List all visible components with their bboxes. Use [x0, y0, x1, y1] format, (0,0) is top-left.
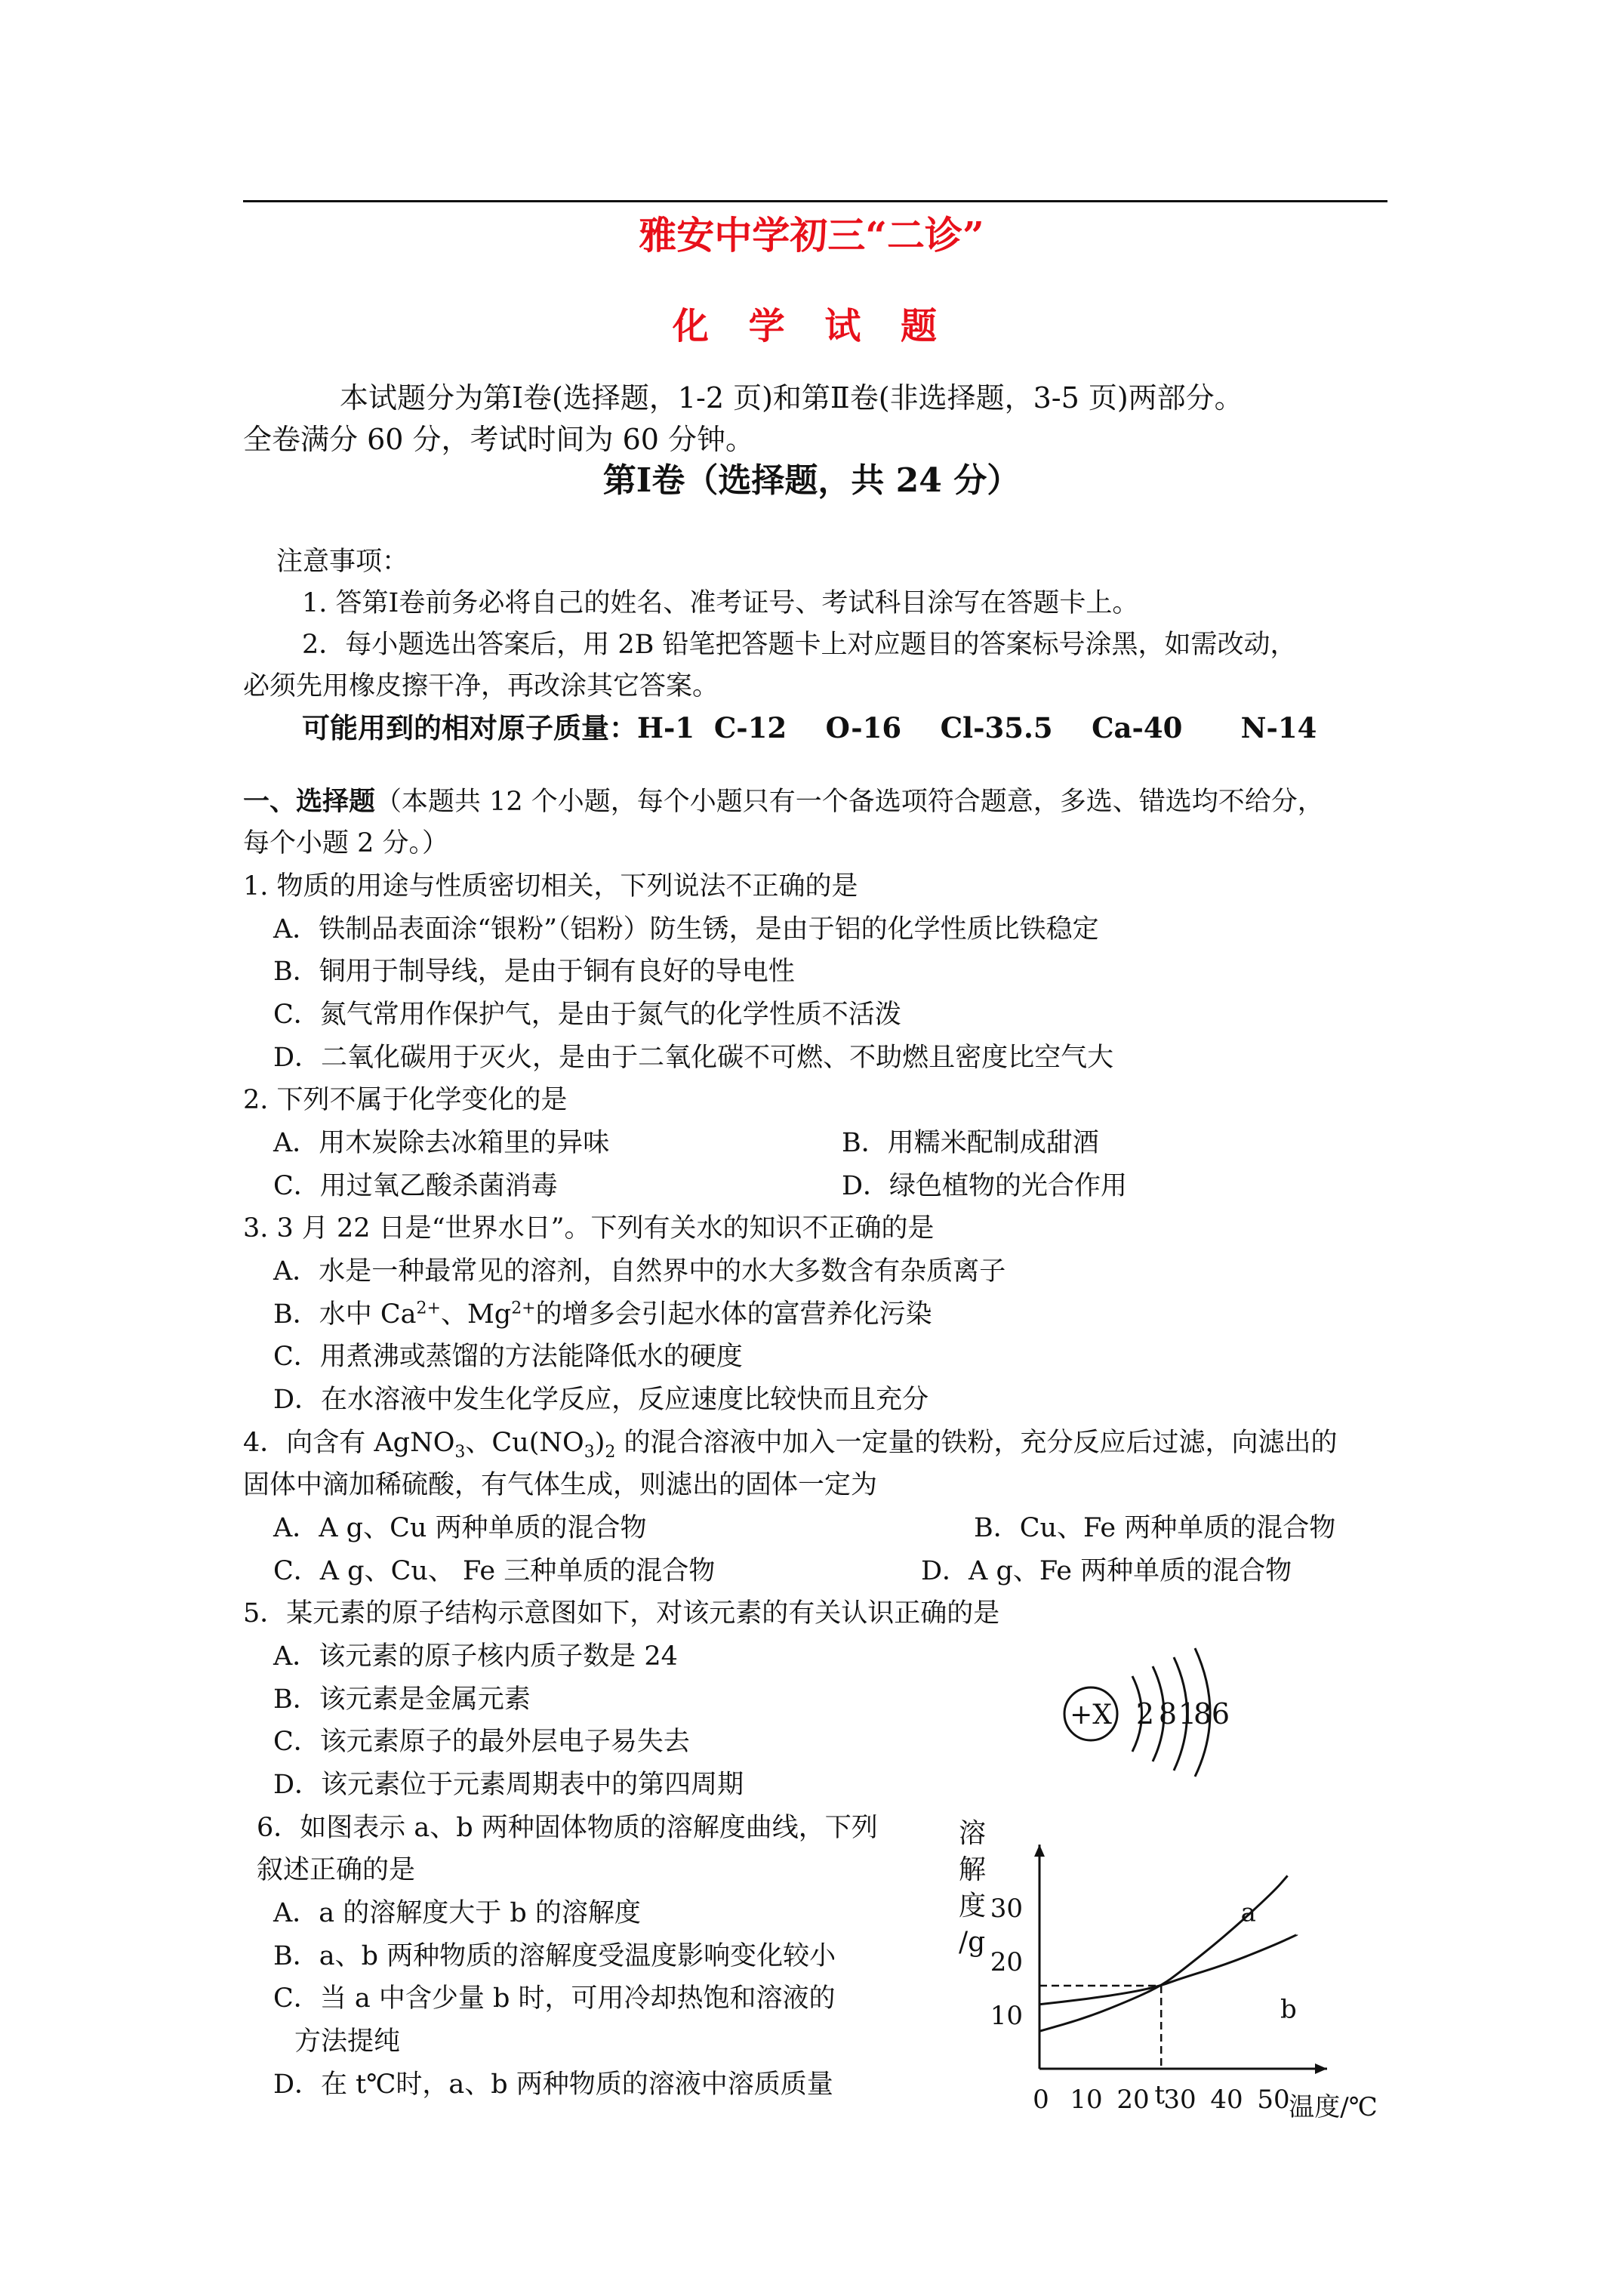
q3-b-pre: B．水中 Ca — [273, 1299, 417, 1330]
q3-option-c: C．用煮沸或蒸馏的方法能降低水的硬度 — [273, 1342, 743, 1372]
x-tick-label: 0 — [1033, 2085, 1049, 2115]
atomic-mass-line — [302, 710, 1317, 746]
q3-b-sup-1: 2+ — [416, 1299, 441, 1318]
series-label-a: a — [1240, 1897, 1256, 1928]
q4-stem-line-1 — [243, 1425, 1338, 1461]
q6-option-a: A．a 的溶解度大于 b 的溶解度 — [273, 1898, 641, 1928]
chart-guides — [1039, 1986, 1161, 2069]
q4-stem-sub-3: 2 — [605, 1443, 616, 1462]
q4-option-c: C．A g、Cu、 Fe 三种单质的混合物 — [273, 1556, 716, 1586]
q4-stem-sub-1: 3 — [454, 1443, 466, 1462]
part1-heading — [243, 784, 1324, 820]
q6-stem-line-2: 叙述正确的是 — [257, 1855, 416, 1885]
q5-option-a: A．该元素的原子核内质子数是 24 — [273, 1641, 678, 1672]
series-line-b — [1039, 1935, 1297, 2005]
q2-option-b: B．用糯米配制成甜酒 — [842, 1128, 1099, 1158]
y-label-char: 度 — [959, 1891, 987, 1922]
section1-title: 第Ⅰ卷（选择题，共 24 分） — [602, 461, 1021, 500]
q1-option-c: C．氮气常用作保护气，是由于氮气的化学性质不活泼 — [273, 1000, 901, 1030]
y-axis-arrow — [1034, 1845, 1045, 1857]
x-axis-label: 温度/℃ — [1289, 2092, 1378, 2122]
subject-title: 化 学 试 题 — [672, 305, 951, 347]
nucleus-label: +X — [1070, 1700, 1112, 1730]
shell-count-3: 18 — [1178, 1697, 1209, 1730]
x-axis-arrow — [1315, 2063, 1327, 2074]
intro-line-2: 全卷满分 60 分，考试时间为 60 分钟。 — [243, 423, 755, 456]
y-label-char: 溶 — [959, 1818, 987, 1849]
shell-count-1: 2 — [1135, 1697, 1155, 1730]
q3-b-mid: 、Mg — [440, 1299, 512, 1330]
y-tick-label: 30 — [990, 1894, 1023, 1924]
shell-count-4: 6 — [1211, 1697, 1230, 1730]
q3-option-d: D．在水溶液中发生化学反应，反应速度比较快而且充分 — [273, 1385, 929, 1415]
atomic-mass-label: 可能用到的相对原子质量： — [302, 711, 637, 744]
atomic-mass-values: H-1 C-12 O-16 Cl-35.5 Ca-40 N-14 — [637, 711, 1317, 744]
x-tick-label: 10 — [1070, 2085, 1103, 2115]
notes-item-2-line-2: 必须先用橡皮擦干净，再改涂其它答案。 — [243, 671, 719, 701]
solubility-chart — [951, 1812, 1404, 2137]
q6-option-c-line-2: 方法提纯 — [294, 2026, 401, 2057]
q4-stem-mid-2: ) — [594, 1428, 605, 1458]
x-tick-label: 30 — [1163, 2085, 1196, 2115]
chart-y-label — [959, 1818, 986, 1958]
q5-option-b: B．该元素是金属元素 — [273, 1684, 531, 1715]
q2-option-c: C．用过氧乙酸杀菌消毒 — [273, 1171, 558, 1201]
q2-option-d: D．绿色植物的光合作用 — [842, 1171, 1128, 1201]
q1-option-b: B．铜用于制导线，是由于铜有良好的导电性 — [273, 957, 795, 987]
q4-stem-mid: 、Cu(NO — [465, 1428, 584, 1458]
q5-option-d: D．该元素位于元素周期表中的第四周期 — [273, 1770, 744, 1800]
q6-option-b: B．a、b 两种物质的溶解度受温度影响变化较小 — [273, 1941, 836, 1971]
q4-stem-sub-2: 3 — [584, 1443, 595, 1462]
q4-option-b: B．Cu、Fe 两种单质的混合物 — [974, 1513, 1336, 1543]
atomic-structure-diagram — [1053, 1642, 1249, 1778]
q6-option-d: D．在 t℃时，a、b 两种物质的溶液中溶质质量 — [273, 2069, 833, 2100]
chart-ticks — [990, 1894, 1378, 2122]
q4-stem-pre: 4．向含有 AgNO — [243, 1428, 455, 1458]
notes-heading: 注意事项： — [276, 547, 409, 577]
q3-b-post: 的增多会引起水体的富营养化污染 — [535, 1299, 932, 1330]
q6-stem-line-1: 6．如图表示 a、b 两种固体物质的溶解度曲线，下列 — [257, 1813, 878, 1843]
part1-heading-line-2: 每个小题 2 分。） — [243, 828, 449, 858]
q1-option-a: A．铁制品表面涂“银粉”（铝粉）防生锈，是由于铝的化学性质比铁稳定 — [273, 914, 1099, 945]
chart-series — [1039, 1875, 1297, 2031]
q1-option-d: D．二氧化碳用于灭火，是由于二氧化碳不可燃、不助燃且密度比空气大 — [273, 1043, 1114, 1073]
q2-option-a: A．用木炭除去冰箱里的异味 — [273, 1128, 610, 1158]
q1-stem: 1. 物质的用途与性质密切相关，下列说法不正确的是 — [243, 871, 858, 901]
q3-b-sup-2: 2+ — [511, 1299, 536, 1318]
q6-option-c-line-1: C．当 a 中含少量 b 时，可用冷却热饱和溶液的 — [273, 1983, 836, 2014]
q3-option-a: A．水是一种最常见的溶剂，自然界中的水大多数含有杂质离子 — [273, 1256, 1006, 1287]
y-tick-label: 10 — [990, 2001, 1023, 2031]
chart-axes — [1034, 1845, 1327, 2074]
top-rule — [243, 200, 1387, 202]
shell-count-2: 8 — [1158, 1697, 1178, 1730]
notes-item-2-line-1: 2．每小题选出答案后，用 2B 铅笔把答题卡上对应题目的答案标号涂黑，如需改动， — [302, 630, 1297, 660]
t-tick-label: t — [1154, 2080, 1166, 2110]
q3-option-b — [273, 1296, 932, 1333]
part1-heading-rest: （本题共 12 个小题，每个小题只有一个备选项符合题意，多选、错选均不给分， — [375, 787, 1324, 817]
part1-heading-bold: 一、选择题 — [243, 786, 376, 817]
notes-item-1: 1. 答第Ⅰ卷前务必将自己的姓名、准考证号、考试科目涂写在答题卡上。 — [302, 588, 1139, 618]
x-tick-label: 50 — [1257, 2085, 1290, 2115]
y-label-char: /g — [959, 1927, 986, 1958]
q4-stem-post: 的混合溶液中加入一定量的铁粉，充分反应后过滤，向滤出的 — [615, 1428, 1338, 1458]
y-label-char: 解 — [959, 1854, 987, 1885]
y-tick-label: 20 — [990, 1947, 1023, 1977]
q5-stem: 5．某元素的原子结构示意图如下，对该元素的有关认识正确的是 — [243, 1598, 1000, 1629]
school-title: 雅安中学初三“二诊” — [639, 213, 984, 257]
x-tick-label: 40 — [1210, 2085, 1243, 2115]
x-tick-label: 20 — [1116, 2085, 1150, 2115]
q2-stem: 2. 下列不属于化学变化的是 — [243, 1085, 568, 1115]
q4-stem-line-2: 固体中滴加稀硫酸，有气体生成，则滤出的固体一定为 — [243, 1470, 878, 1500]
q5-option-c: C．该元素原子的最外层电子易失去 — [273, 1727, 690, 1757]
q4-option-a: A．A g、Cu 两种单质的混合物 — [273, 1513, 647, 1543]
series-label-b: b — [1280, 1994, 1297, 2025]
q3-stem: 3. 3 月 22 日是“世界水日”。下列有关水的知识不正确的是 — [243, 1213, 935, 1244]
intro-line-1: 本试题分为第Ⅰ卷(选择题，1-2 页)和第Ⅱ卷(非选择题，3-5 页)两部分。 — [340, 381, 1243, 415]
q4-option-d: D．A g、Fe 两种单质的混合物 — [921, 1556, 1292, 1586]
